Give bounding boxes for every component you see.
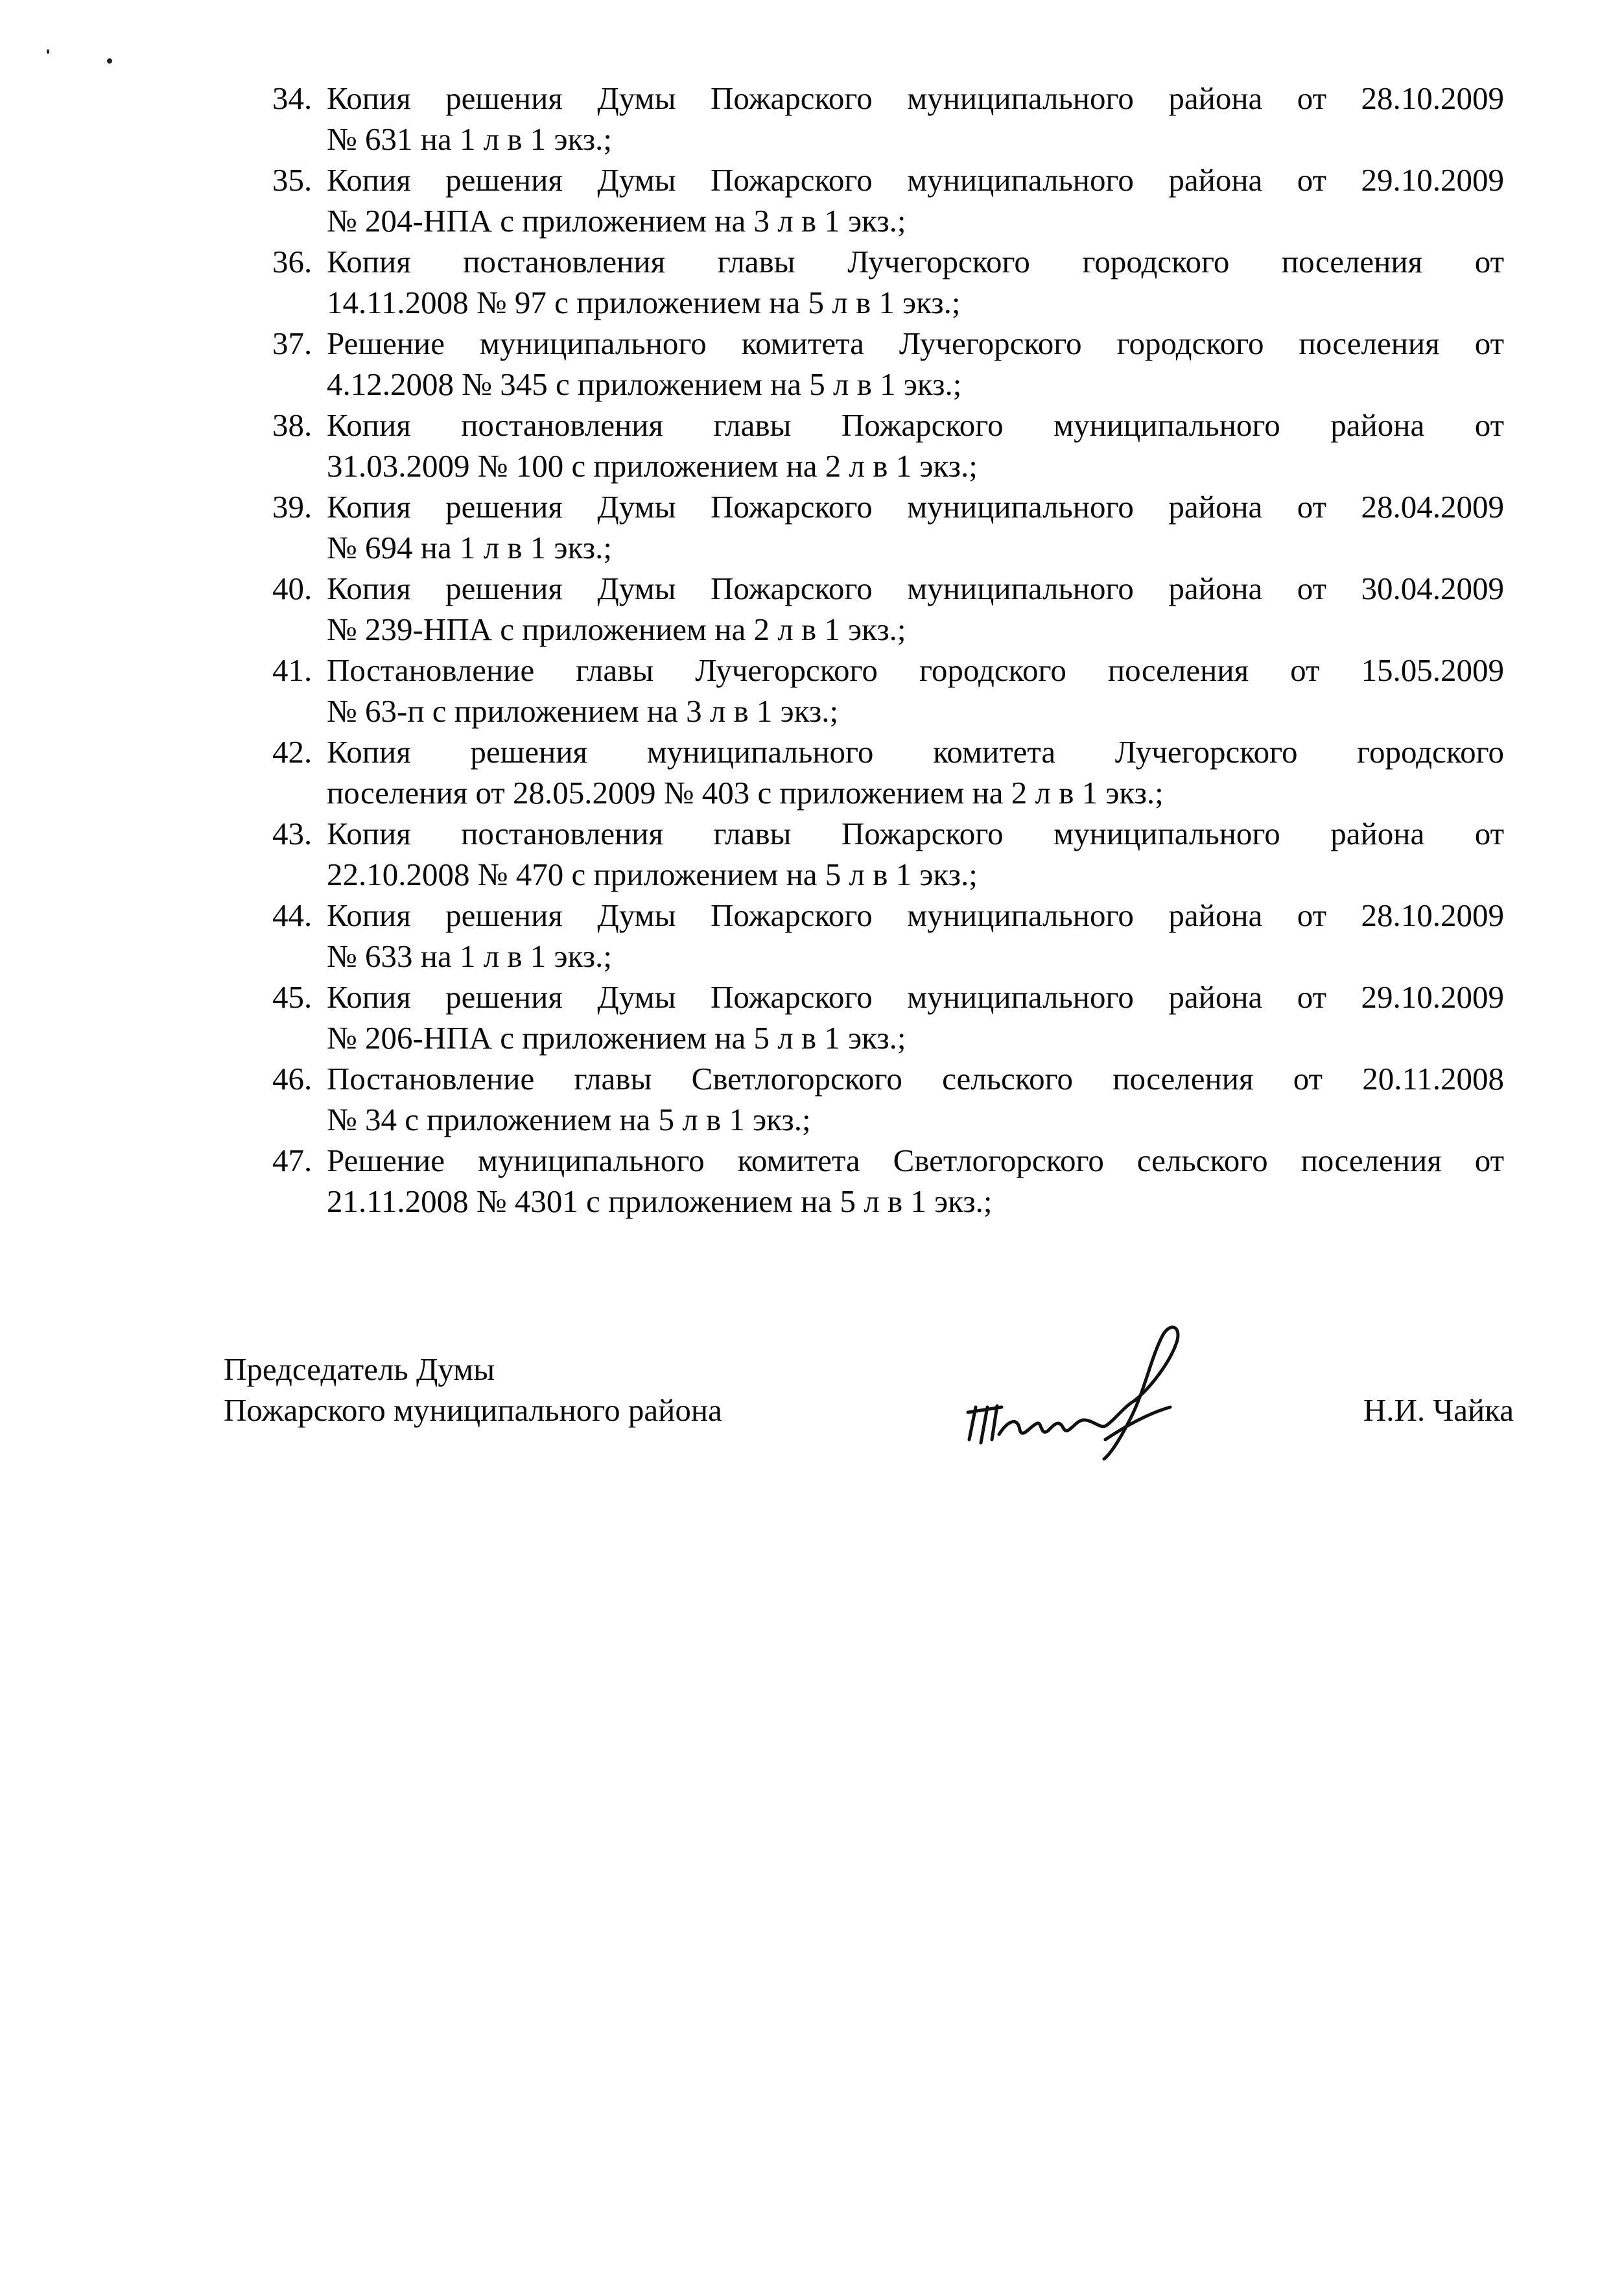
- list-item: [272, 650, 1504, 731]
- item-text-line1: Решение муниципального комитета Светлогорского сельского поселения от: [327, 1143, 1504, 1178]
- item-number: 37.: [272, 326, 312, 361]
- signature-block: [224, 1349, 1514, 1459]
- list-item: [272, 405, 1504, 486]
- item-number: 45.: [272, 979, 312, 1015]
- signatory-name: Н.И. Чайка: [1363, 1392, 1514, 1428]
- item-text-line1: Копия постановления главы Пожарского муниципального района от: [327, 816, 1504, 851]
- item-text-line2: № 239-НПА с приложением на 2 л в 1 экз.;: [327, 611, 906, 647]
- item-number: 39.: [272, 489, 312, 525]
- item-text-line2: № 694 на 1 л в 1 экз.;: [327, 530, 612, 565]
- item-text-line2: № 633 на 1 л в 1 экз.;: [327, 938, 612, 974]
- item-number: 46.: [272, 1061, 312, 1097]
- list-item: [272, 241, 1504, 323]
- item-number: 34.: [272, 80, 312, 116]
- item-number: 41.: [272, 652, 312, 688]
- list-item: [272, 977, 1504, 1058]
- scan-speck: [107, 58, 112, 64]
- document-list: [272, 78, 1504, 1222]
- item-text-line1: Копия решения муниципального комитета Лучегорского городского: [327, 734, 1504, 770]
- item-text-line2: № 206-НПА с приложением на 5 л в 1 экз.;: [327, 1020, 906, 1056]
- item-text-line1: Копия решения Думы Пожарского муниципального района от 28.10.2009: [327, 897, 1504, 933]
- item-text-line2: 22.10.2008 № 470 с приложением на 5 л в 1 экз.;: [327, 857, 978, 892]
- item-text-line1: Копия решения Думы Пожарского муниципального района от 28.04.2009: [327, 489, 1504, 525]
- item-number: 40.: [272, 571, 312, 606]
- item-text-line2: 21.11.2008 № 4301 с приложением на 5 л в 1 экз.;: [327, 1183, 993, 1219]
- item-text-line1: Копия решения Думы Пожарского муниципального района от 30.04.2009: [327, 571, 1504, 606]
- item-text-line1: Копия решения Думы Пожарского муниципального района от 28.10.2009: [327, 80, 1504, 116]
- list-item: [272, 568, 1504, 650]
- item-number: 43.: [272, 816, 312, 851]
- list-item: [272, 323, 1504, 405]
- signatory-title: [224, 1349, 722, 1430]
- item-text-line1: Копия решения Думы Пожарского муниципального района от 29.10.2009: [327, 162, 1504, 198]
- signatory-title-line1: Председатель Думы: [224, 1351, 495, 1387]
- list-item: [272, 160, 1504, 241]
- handwritten-signature: [956, 1310, 1190, 1465]
- item-text-line2: 4.12.2008 № 345 с приложением на 5 л в 1 экз.;: [327, 366, 962, 402]
- item-text-line2: № 34 с приложением на 5 л в 1 экз.;: [327, 1102, 811, 1137]
- list-item: [272, 731, 1504, 813]
- item-text-line2: 14.11.2008 № 97 с приложением на 5 л в 1 экз.;: [327, 285, 961, 320]
- scan-speck: [47, 49, 49, 54]
- list-item: [272, 1058, 1504, 1140]
- item-text-line2: № 631 на 1 л в 1 экз.;: [327, 121, 612, 157]
- item-text-line2: поселения от 28.05.2009 № 403 с приложением на 2 л в 1 экз.;: [327, 775, 1164, 811]
- signatory-title-line2: Пожарского муниципального района: [224, 1392, 722, 1428]
- item-text-line1: Копия решения Думы Пожарского муниципального района от 29.10.2009: [327, 979, 1504, 1015]
- item-number: 38.: [272, 407, 312, 443]
- item-text-line1: Постановление главы Светлогорского сельского поселения от 20.11.2008: [327, 1061, 1504, 1097]
- list-item: [272, 78, 1504, 160]
- item-text-line2: № 63-п с приложением на 3 л в 1 экз.;: [327, 693, 839, 729]
- item-text-line1: Решение муниципального комитета Лучегорского городского поселения от: [327, 326, 1504, 361]
- item-text-line2: 31.03.2009 № 100 с приложением на 2 л в 1 экз.;: [327, 448, 978, 484]
- item-text-line1: Постановление главы Лучегорского городского поселения от 15.05.2009: [327, 652, 1504, 688]
- list-item: [272, 1140, 1504, 1222]
- item-text-line2: № 204-НПА с приложением на 3 л в 1 экз.;: [327, 203, 906, 239]
- item-number: 44.: [272, 897, 312, 933]
- item-number: 47.: [272, 1143, 312, 1178]
- list-item: [272, 486, 1504, 568]
- list-item: [272, 895, 1504, 977]
- item-number: 42.: [272, 734, 312, 770]
- item-text-line1: Копия постановления главы Пожарского муниципального района от: [327, 407, 1504, 443]
- item-text-line1: Копия постановления главы Лучегорского городского поселения от: [327, 244, 1504, 279]
- list-item: [272, 813, 1504, 895]
- item-number: 36.: [272, 244, 312, 279]
- item-number: 35.: [272, 162, 312, 198]
